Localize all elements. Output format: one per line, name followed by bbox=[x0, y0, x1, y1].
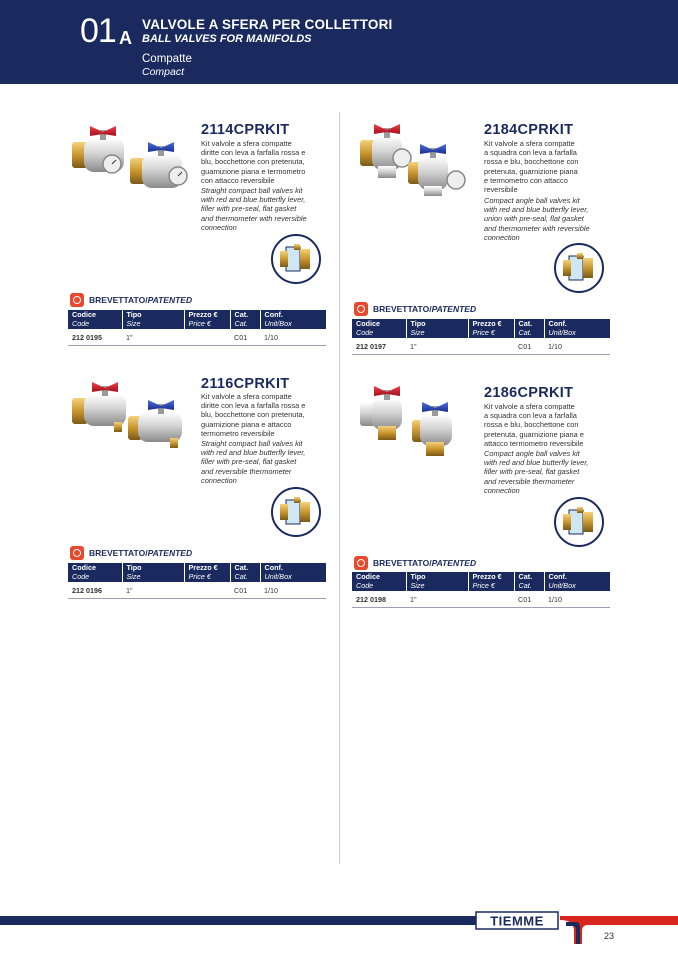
product-code: 2116CPRKIT bbox=[201, 376, 290, 392]
table-row: 212 0196 1" C01 1/10 bbox=[68, 582, 326, 599]
category-title: Compatte bbox=[142, 53, 192, 65]
section-title: VALVOLE A SFERA PER COLLETTORI bbox=[142, 17, 393, 32]
product-image bbox=[352, 122, 472, 198]
table-row: 212 0195 1" C01 1/10 bbox=[68, 329, 326, 346]
product-image bbox=[68, 120, 196, 198]
connection-icon bbox=[553, 242, 605, 294]
patent-icon bbox=[354, 302, 368, 316]
product-image bbox=[70, 378, 194, 450]
spec-table: Codice Code Tipo Size Prezzo € Price € Cat. Cat. Conf. Unit/Box 212 0198 1" C01 1/10 bbox=[352, 572, 610, 608]
patent-icon bbox=[70, 546, 84, 560]
patent-icon bbox=[354, 556, 368, 570]
description-italian: Kit valvole a sfera compatte diritte con leva a farfalla rossa e blu, bocchettone con pretenuta, guarnizione piana e attacco termometro reversibile bbox=[201, 392, 306, 438]
brand-logo: TIEMME bbox=[490, 913, 544, 929]
description-italian: Kit valvole a sfera compatte a squadra con leva a farfalla rossa e blu, bocchettone con pretenuta, guarnizione piana e attacco termometro reversibile bbox=[484, 402, 584, 448]
section-subtitle: BALL VALVES FOR MANIFOLDS bbox=[142, 33, 312, 45]
description-english: Compact angle ball valves kit with red and blue butterfly lever, filler with pre-seal, flat gasket and reversible thermometer connection bbox=[484, 449, 589, 495]
spec-table: Codice Code Tipo Size Prezzo € Price € Cat. Cat. Conf. Unit/Box 212 0196 1" C01 1/10 bbox=[68, 563, 326, 599]
product-code: 2184CPRKIT bbox=[484, 122, 574, 138]
description-english: Straight compact ball valves kit with red and blue butterfly lever, filler with pre-seal, flat gasket and reversible thermometer connection bbox=[201, 439, 306, 485]
connection-icon bbox=[270, 486, 322, 538]
section-letter: A bbox=[119, 28, 132, 48]
connection-icon bbox=[553, 496, 605, 548]
description-italian: Kit valvole a sfera compatte diritte con leva a farfalla rossa e blu, bocchettone con pretenuta, guarnizione piana e termometro con attacco reversibile bbox=[201, 139, 306, 185]
category-subtitle: Compact bbox=[142, 66, 185, 78]
description-italian: Kit valvole a sfera compatte a squadra con leva a farfalla rossa e blu, bocchettone con pretenuta, guarnizione piana e termometro con attacco reversibile bbox=[484, 139, 579, 195]
description-english: Compact angle ball valves kit with red and blue butterfly lever, union with pre-seal, flat gasket and thermometer with reversible connection bbox=[484, 196, 590, 242]
column-divider bbox=[339, 112, 340, 864]
page-number: 23 bbox=[604, 931, 615, 941]
spec-table: Codice Code Tipo Size Prezzo € Price € Cat. Cat. Conf. Unit/Box 212 0195 1" C01 1/10 bbox=[68, 310, 326, 346]
product-image bbox=[356, 386, 468, 458]
patent-label: BREVETTATO/PATENTED bbox=[70, 293, 192, 307]
connection-icon bbox=[270, 233, 322, 285]
patent-label: BREVETTATO/PATENTED bbox=[354, 556, 476, 570]
patent-label: BREVETTATO/PATENTED bbox=[354, 302, 476, 316]
description-english: Straight compact ball valves kit with red and blue butterfly lever, filler with pre-seal, flat gasket and thermometer with reversible connection bbox=[201, 186, 307, 232]
section-number: 01 bbox=[80, 12, 116, 50]
table-row: 212 0197 1" C01 1/10 bbox=[352, 338, 610, 355]
patent-label: BREVETTATO/PATENTED bbox=[70, 546, 192, 560]
table-row: 212 0198 1" C01 1/10 bbox=[352, 591, 610, 608]
patent-icon bbox=[70, 293, 84, 307]
footer-brand-bar bbox=[0, 910, 678, 950]
product-code: 2114CPRKIT bbox=[201, 122, 290, 138]
spec-table: Codice Code Tipo Size Prezzo € Price € Cat. Cat. Conf. Unit/Box 212 0197 1" C01 1/10 bbox=[352, 319, 610, 355]
product-code: 2186CPRKIT bbox=[484, 385, 574, 401]
page-header bbox=[0, 0, 678, 84]
